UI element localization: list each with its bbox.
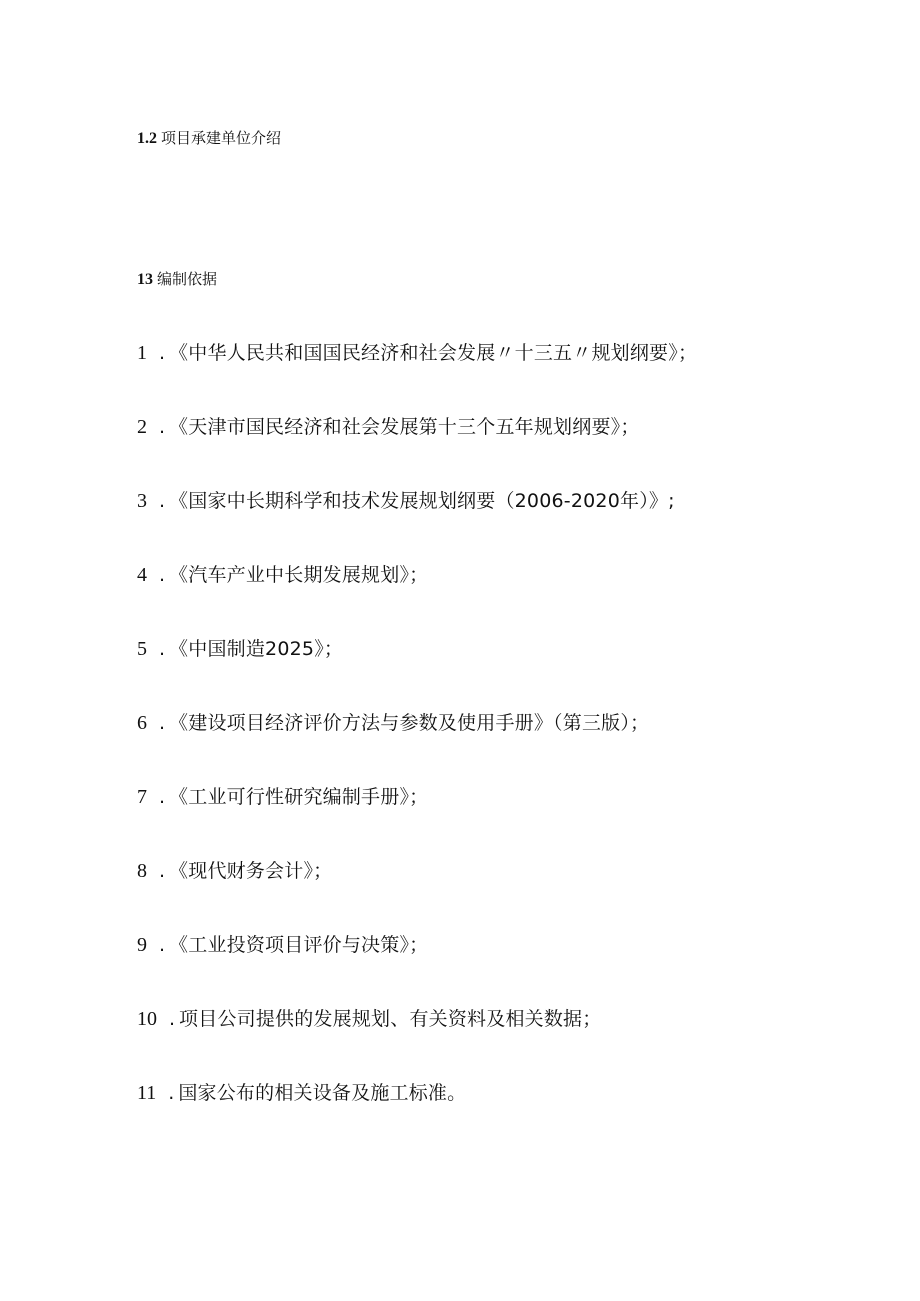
list-item: 10 . 项目公司提供的发展规划、有关资料及相关数据； xyxy=(137,1008,602,1030)
list-item: 11 . 国家公布的相关设备及施工标准。 xyxy=(137,1082,467,1104)
section-number: 13 xyxy=(137,271,153,288)
item-text: 《天津市国民经济和社会发展第十三个五年规划纲要》； xyxy=(169,416,640,438)
item-text: 国家公布的相关设备及施工标准。 xyxy=(178,1082,467,1104)
item-text: 《建设项目经济评价方法与参数及使用手册》（第三版）； xyxy=(169,712,650,734)
list-item: 7 . 《工业可行性研究编制手册》； xyxy=(137,786,429,808)
item-text: 《汽车产业中长期发展规划》； xyxy=(169,564,429,586)
item-number: 7 xyxy=(137,786,147,808)
item-text: 《国家中长期科学和技术发展规划纲要（2006-2020年）》; xyxy=(169,490,675,512)
item-number: 11 xyxy=(137,1082,157,1104)
item-text: 《现代财务会计》； xyxy=(169,860,333,882)
item-number: 8 xyxy=(137,860,147,882)
list-item: 2 . 《天津市国民经济和社会发展第十三个五年规划纲要》； xyxy=(137,416,640,438)
list-item: 6 . 《建设项目经济评价方法与参数及使用手册》（第三版）； xyxy=(137,712,650,734)
item-text: 《工业投资项目评价与决策》； xyxy=(169,934,429,956)
item-number: 2 xyxy=(137,416,147,438)
reference-list xyxy=(137,340,697,1154)
item-text: 《工业可行性研究编制手册》； xyxy=(169,786,429,808)
section-heading-1-2 xyxy=(137,128,281,149)
list-item: 5 . 《中国制造2025》； xyxy=(137,638,344,660)
section-number: 1.2 xyxy=(137,130,157,147)
section-title: 编制依据 xyxy=(157,270,218,288)
item-text: 《中国制造2025》； xyxy=(169,638,344,660)
list-item: 3 . 《国家中长期科学和技术发展规划纲要（2006-2020年）》; xyxy=(137,490,675,512)
item-number: 5 xyxy=(137,638,147,660)
item-number: 9 xyxy=(137,934,147,956)
item-number: 6 xyxy=(137,712,147,734)
item-text: 《中华人民共和国国民经济和社会发展〃十三五〃规划纲要》； xyxy=(169,342,698,364)
item-number: 3 xyxy=(137,490,147,512)
item-text: 项目公司提供的发展规划、有关资料及相关数据； xyxy=(179,1008,602,1030)
list-item: 1 . 《中华人民共和国国民经济和社会发展〃十三五〃规划纲要》； xyxy=(137,342,698,364)
item-number: 4 xyxy=(137,564,147,586)
item-number: 1 xyxy=(137,342,147,364)
item-number: 10 xyxy=(137,1008,157,1030)
section-title: 项目承建单位介绍 xyxy=(161,129,282,147)
list-item: 8 . 《现代财务会计》； xyxy=(137,860,333,882)
section-heading-1-3 xyxy=(137,269,217,290)
list-item: 9 . 《工业投资项目评价与决策》； xyxy=(137,934,429,956)
list-item: 4 . 《汽车产业中长期发展规划》； xyxy=(137,564,429,586)
